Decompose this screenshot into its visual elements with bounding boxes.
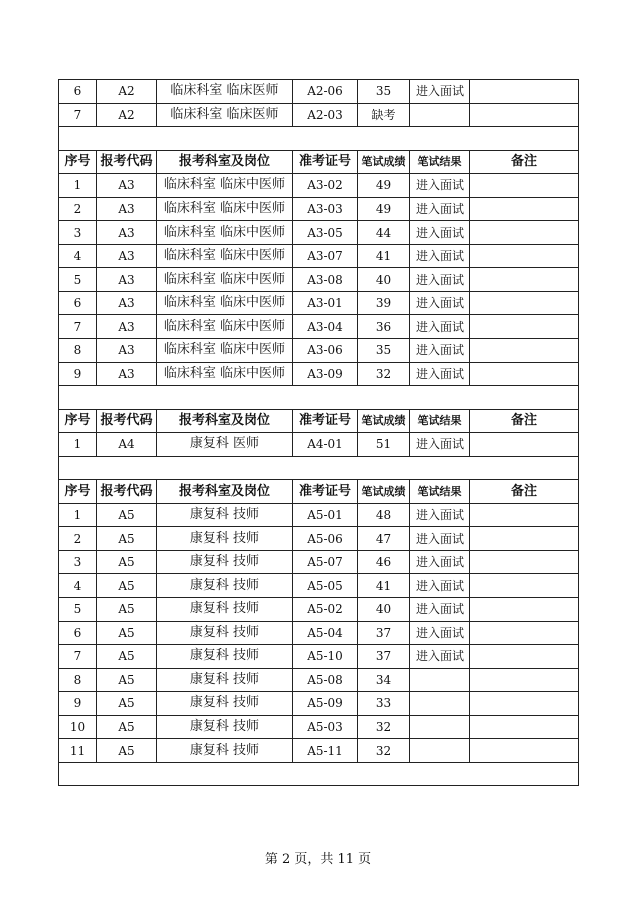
- cell-score: 44: [358, 221, 410, 245]
- cell-code: A5: [97, 715, 157, 739]
- cell-dept: 临床科室 临床中医师: [157, 315, 293, 339]
- cell-exam-no: A3-05: [293, 221, 358, 245]
- cell-exam-no: A5-03: [293, 715, 358, 739]
- cell-exam-no: A5-06: [293, 527, 358, 551]
- cell-score: 35: [358, 80, 410, 104]
- cell-result: [410, 668, 470, 692]
- table-row: [59, 315, 579, 339]
- table-row: [59, 339, 579, 363]
- table-row: [59, 244, 579, 268]
- cell-exam-no: A5-10: [293, 645, 358, 669]
- cell-note: [470, 550, 579, 574]
- header-seq: 序号: [59, 409, 97, 433]
- cell-dept: 康复科 技师: [157, 550, 293, 574]
- table-row: [59, 291, 579, 315]
- header-row: [59, 409, 579, 433]
- table-row: [59, 527, 579, 551]
- cell-seq: 3: [59, 221, 97, 245]
- header-result: 笔试结果: [410, 150, 470, 174]
- cell-score: 47: [358, 527, 410, 551]
- cell-dept: 临床科室 临床中医师: [157, 339, 293, 363]
- cell-dept: 康复科 医师: [157, 433, 293, 457]
- cell-score: 32: [358, 715, 410, 739]
- score-table: [58, 79, 579, 786]
- cell-code: A3: [97, 362, 157, 386]
- cell-result: 进入面试: [410, 291, 470, 315]
- cell-score: 36: [358, 315, 410, 339]
- cell-dept: 康复科 技师: [157, 692, 293, 716]
- cell-score: 37: [358, 621, 410, 645]
- cell-note: [470, 244, 579, 268]
- cell-seq: 2: [59, 197, 97, 221]
- cell-code: A3: [97, 174, 157, 198]
- cell-exam-no: A2-03: [293, 103, 358, 127]
- cell-score: 缺考: [358, 103, 410, 127]
- table-row: [59, 80, 579, 104]
- cell-note: [470, 197, 579, 221]
- cell-code: A5: [97, 645, 157, 669]
- cell-seq: 5: [59, 268, 97, 292]
- cell-dept: 临床科室 临床医师: [157, 80, 293, 104]
- header-exam-no: 准考证号: [293, 480, 358, 504]
- cell-seq: 8: [59, 339, 97, 363]
- cell-code: A3: [97, 315, 157, 339]
- section-spacer: [59, 762, 579, 786]
- cell-note: [470, 268, 579, 292]
- table-row: [59, 715, 579, 739]
- cell-dept: 康复科 技师: [157, 527, 293, 551]
- table-row: [59, 668, 579, 692]
- cell-note: [470, 715, 579, 739]
- cell-code: A5: [97, 692, 157, 716]
- header-code: 报考代码: [97, 150, 157, 174]
- cell-note: [470, 291, 579, 315]
- cell-code: A2: [97, 103, 157, 127]
- cell-seq: 2: [59, 527, 97, 551]
- cell-result: [410, 692, 470, 716]
- spacer-cell: [59, 456, 579, 480]
- header-code: 报考代码: [97, 409, 157, 433]
- cell-score: 48: [358, 503, 410, 527]
- cell-dept: 康复科 技师: [157, 598, 293, 622]
- header-seq: 序号: [59, 480, 97, 504]
- table-row: [59, 103, 579, 127]
- cell-note: [470, 598, 579, 622]
- cell-seq: 9: [59, 362, 97, 386]
- cell-code: A5: [97, 668, 157, 692]
- cell-result: 进入面试: [410, 80, 470, 104]
- cell-score: 37: [358, 645, 410, 669]
- section-spacer: [59, 386, 579, 410]
- cell-result: 进入面试: [410, 527, 470, 551]
- cell-note: [470, 527, 579, 551]
- cell-result: 进入面试: [410, 221, 470, 245]
- cell-exam-no: A3-02: [293, 174, 358, 198]
- table-row: [59, 645, 579, 669]
- cell-dept: 康复科 技师: [157, 645, 293, 669]
- cell-exam-no: A5-07: [293, 550, 358, 574]
- cell-code: A3: [97, 291, 157, 315]
- header-note: 备注: [470, 409, 579, 433]
- table-row: [59, 550, 579, 574]
- cell-dept: 康复科 技师: [157, 715, 293, 739]
- cell-result: 进入面试: [410, 574, 470, 598]
- cell-note: [470, 362, 579, 386]
- header-dept: 报考科室及岗位: [157, 409, 293, 433]
- cell-exam-no: A3-03: [293, 197, 358, 221]
- cell-seq: 10: [59, 715, 97, 739]
- cell-code: A5: [97, 574, 157, 598]
- cell-result: 进入面试: [410, 503, 470, 527]
- cell-code: A5: [97, 550, 157, 574]
- cell-code: A3: [97, 268, 157, 292]
- cell-exam-no: A5-05: [293, 574, 358, 598]
- cell-seq: 9: [59, 692, 97, 716]
- cell-result: [410, 103, 470, 127]
- cell-code: A3: [97, 197, 157, 221]
- cell-note: [470, 645, 579, 669]
- table-row: [59, 739, 579, 763]
- cell-exam-no: A5-01: [293, 503, 358, 527]
- cell-result: 进入面试: [410, 550, 470, 574]
- cell-seq: 7: [59, 103, 97, 127]
- cell-note: [470, 221, 579, 245]
- table-row: [59, 174, 579, 198]
- cell-code: A3: [97, 244, 157, 268]
- cell-seq: 1: [59, 503, 97, 527]
- cell-dept: 临床科室 临床中医师: [157, 174, 293, 198]
- cell-seq: 3: [59, 550, 97, 574]
- cell-note: [470, 433, 579, 457]
- cell-code: A3: [97, 221, 157, 245]
- cell-note: [470, 574, 579, 598]
- table-row: [59, 268, 579, 292]
- cell-score: 32: [358, 362, 410, 386]
- cell-seq: 6: [59, 291, 97, 315]
- cell-dept: 临床科室 临床中医师: [157, 291, 293, 315]
- cell-score: 46: [358, 550, 410, 574]
- cell-score: 39: [358, 291, 410, 315]
- cell-result: 进入面试: [410, 362, 470, 386]
- cell-exam-no: A5-08: [293, 668, 358, 692]
- cell-score: 49: [358, 197, 410, 221]
- cell-result: 进入面试: [410, 268, 470, 292]
- section-spacer: [59, 127, 579, 151]
- header-row: [59, 480, 579, 504]
- cell-result: [410, 739, 470, 763]
- cell-dept: 临床科室 临床中医师: [157, 362, 293, 386]
- header-score: 笔试成绩: [358, 150, 410, 174]
- cell-code: A5: [97, 527, 157, 551]
- cell-exam-no: A2-06: [293, 80, 358, 104]
- header-dept: 报考科室及岗位: [157, 480, 293, 504]
- cell-result: [410, 715, 470, 739]
- header-result: 笔试结果: [410, 480, 470, 504]
- cell-score: 33: [358, 692, 410, 716]
- header-note: 备注: [470, 480, 579, 504]
- table-row: [59, 621, 579, 645]
- cell-exam-no: A3-04: [293, 315, 358, 339]
- header-result: 笔试结果: [410, 409, 470, 433]
- cell-seq: 1: [59, 433, 97, 457]
- header-seq: 序号: [59, 150, 97, 174]
- cell-exam-no: A5-04: [293, 621, 358, 645]
- cell-note: [470, 339, 579, 363]
- cell-note: [470, 668, 579, 692]
- cell-code: A5: [97, 503, 157, 527]
- table-row: [59, 221, 579, 245]
- cell-code: A5: [97, 621, 157, 645]
- cell-code: A3: [97, 339, 157, 363]
- cell-exam-no: A5-11: [293, 739, 358, 763]
- cell-dept: 临床科室 临床中医师: [157, 221, 293, 245]
- cell-score: 34: [358, 668, 410, 692]
- cell-score: 41: [358, 244, 410, 268]
- cell-seq: 6: [59, 621, 97, 645]
- spacer-cell: [59, 762, 579, 786]
- header-dept: 报考科室及岗位: [157, 150, 293, 174]
- cell-result: 进入面试: [410, 598, 470, 622]
- page-footer: 第 2 页，共 11 页: [264, 852, 372, 867]
- spacer-cell: [59, 127, 579, 151]
- cell-note: [470, 692, 579, 716]
- cell-seq: 6: [59, 80, 97, 104]
- cell-note: [470, 503, 579, 527]
- cell-seq: 4: [59, 574, 97, 598]
- cell-dept: 康复科 技师: [157, 668, 293, 692]
- cell-dept: 康复科 技师: [157, 739, 293, 763]
- cell-seq: 7: [59, 645, 97, 669]
- cell-result: 进入面试: [410, 645, 470, 669]
- cell-seq: 4: [59, 244, 97, 268]
- table-row: [59, 362, 579, 386]
- cell-result: 进入面试: [410, 621, 470, 645]
- cell-result: 进入面试: [410, 339, 470, 363]
- cell-exam-no: A3-06: [293, 339, 358, 363]
- header-score: 笔试成绩: [358, 480, 410, 504]
- cell-note: [470, 739, 579, 763]
- cell-seq: 11: [59, 739, 97, 763]
- table-row: [59, 433, 579, 457]
- table-row: [59, 692, 579, 716]
- header-code: 报考代码: [97, 480, 157, 504]
- cell-dept: 康复科 技师: [157, 574, 293, 598]
- cell-dept: 临床科室 临床中医师: [157, 244, 293, 268]
- cell-dept: 临床科室 临床医师: [157, 103, 293, 127]
- cell-score: 41: [358, 574, 410, 598]
- cell-seq: 8: [59, 668, 97, 692]
- table-row: [59, 574, 579, 598]
- cell-exam-no: A3-08: [293, 268, 358, 292]
- cell-score: 40: [358, 598, 410, 622]
- cell-seq: 7: [59, 315, 97, 339]
- cell-dept: 康复科 技师: [157, 503, 293, 527]
- cell-seq: 1: [59, 174, 97, 198]
- cell-seq: 5: [59, 598, 97, 622]
- cell-exam-no: A3-07: [293, 244, 358, 268]
- table-row: [59, 598, 579, 622]
- cell-dept: 临床科室 临床中医师: [157, 268, 293, 292]
- cell-score: 32: [358, 739, 410, 763]
- cell-result: 进入面试: [410, 197, 470, 221]
- cell-dept: 康复科 技师: [157, 621, 293, 645]
- cell-result: 进入面试: [410, 433, 470, 457]
- cell-exam-no: A3-09: [293, 362, 358, 386]
- section-spacer: [59, 456, 579, 480]
- cell-note: [470, 80, 579, 104]
- header-note: 备注: [470, 150, 579, 174]
- cell-code: A4: [97, 433, 157, 457]
- cell-code: A2: [97, 80, 157, 104]
- cell-note: [470, 174, 579, 198]
- header-exam-no: 准考证号: [293, 150, 358, 174]
- header-row: [59, 150, 579, 174]
- cell-score: 51: [358, 433, 410, 457]
- cell-score: 40: [358, 268, 410, 292]
- cell-dept: 临床科室 临床中医师: [157, 197, 293, 221]
- spacer-cell: [59, 386, 579, 410]
- cell-exam-no: A5-09: [293, 692, 358, 716]
- cell-result: 进入面试: [410, 174, 470, 198]
- cell-exam-no: A3-01: [293, 291, 358, 315]
- header-exam-no: 准考证号: [293, 409, 358, 433]
- cell-note: [470, 315, 579, 339]
- table-row: [59, 197, 579, 221]
- cell-note: [470, 621, 579, 645]
- cell-code: A5: [97, 739, 157, 763]
- cell-score: 35: [358, 339, 410, 363]
- cell-result: 进入面试: [410, 244, 470, 268]
- cell-score: 49: [358, 174, 410, 198]
- cell-exam-no: A5-02: [293, 598, 358, 622]
- table-row: [59, 503, 579, 527]
- header-score: 笔试成绩: [358, 409, 410, 433]
- cell-exam-no: A4-01: [293, 433, 358, 457]
- cell-result: 进入面试: [410, 315, 470, 339]
- cell-code: A5: [97, 598, 157, 622]
- cell-note: [470, 103, 579, 127]
